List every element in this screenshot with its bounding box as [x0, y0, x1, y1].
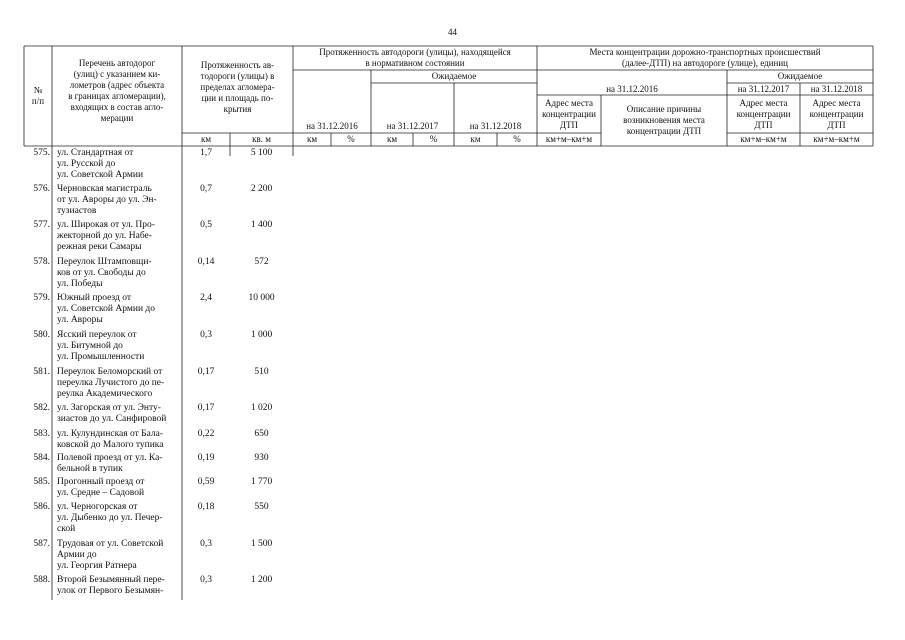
header-num: № п/п: [31, 85, 45, 106]
road-name: Прогонный проезд от ул. Средне – Садовой: [57, 477, 145, 498]
row-number: 579.: [33, 293, 50, 303]
header-dtp-address-2017: Адрес места концентрации ДТП: [736, 97, 791, 130]
row-number: 578.: [33, 257, 50, 267]
road-area-sqm: 1 770: [250, 477, 273, 487]
road-name: ул. Стандартная от ул. Русской до ул. Советской Армии: [57, 148, 144, 180]
road-area-sqm: 1 400: [250, 220, 273, 230]
road-area-sqm: 550: [254, 502, 269, 512]
unit-2016-km: км: [306, 134, 318, 144]
header-normative: Протяженность автодороги (улицы), находящейся в нормативном состоянии: [319, 47, 511, 68]
road-length-km: 0,3: [200, 330, 212, 340]
unit-area-sqm: кв. м: [252, 134, 271, 144]
row-number: 581.: [33, 367, 50, 377]
road-area-sqm: 650: [254, 429, 269, 439]
road-area-sqm: 1 000: [250, 330, 273, 340]
unit-length-km: км: [200, 134, 212, 144]
header-dtp-2017: на 31.12.2017: [737, 83, 790, 94]
road-name: ул. Черногорская от ул. Дыбенко до ул. Печер- ской: [57, 502, 163, 534]
road-length-km: 1,7: [200, 148, 212, 158]
header-dtp: Места концентрации дорожно-транспортных происшествий (далее-ДТП) на автодороге (улице), единиц: [589, 47, 821, 68]
header-dtp-2016: на 31.12.2016: [606, 83, 658, 94]
road-area-sqm: 1 200: [250, 575, 273, 585]
road-length-km: 2,4: [200, 293, 212, 303]
road-length-km: 0,17: [197, 403, 215, 413]
road-name: Переулок Штамповщи- ков от ул. Свободы до ул. Победы: [57, 257, 152, 289]
road-area-sqm: 510: [254, 367, 269, 377]
road-name: Ясский переулок от ул. Битумной до ул. Промышленности: [57, 330, 145, 362]
road-length-km: 0,59: [197, 477, 215, 487]
header-normative-2017: на 31.12.2017: [386, 121, 439, 131]
road-name: Переулок Беломорский от переулка Лучистого до пе- реулка Академического: [57, 367, 165, 399]
unit-dtp-2018: км+м–км+м: [813, 134, 860, 144]
header-normative-2016: на 31.12.2016: [306, 121, 358, 131]
road-name: ул. Кулундинская от Бала- ковской до Малого тупика: [57, 429, 164, 450]
unit-dtp-2016: км+м–км+м: [545, 134, 593, 144]
row-number: 580.: [33, 330, 50, 340]
road-length-km: 0,3: [200, 575, 212, 585]
page-number: 44: [448, 27, 457, 37]
unit-2018-pct: %: [513, 134, 521, 144]
road-length-km: 0,3: [200, 539, 212, 549]
road-length-km: 0,14: [197, 257, 215, 267]
row-number: 575.: [33, 148, 50, 158]
row-number: 585.: [33, 477, 50, 487]
header-dtp-expected: Ожидаемое: [777, 71, 823, 81]
road-name: Полевой проезд от ул. Ка- бельной в тупик: [57, 453, 163, 474]
unit-2018-km: км: [470, 134, 481, 144]
header-dtp-address-2016: Адрес места концентрации ДТП: [542, 97, 596, 130]
header-road-list: Перечень автодорог (улиц) с указанием ки- лометров (адрес объекта в границах агломерации), входящих в состав агло- мерации: [68, 57, 166, 123]
road-length-km: 0,17: [197, 367, 215, 377]
road-area-sqm: 572: [254, 257, 269, 267]
road-length-km: 0,5: [200, 220, 212, 230]
row-number: 582.: [33, 403, 50, 413]
row-number: 588.: [33, 575, 50, 585]
road-name: Южный проезд от ул. Советской Армии до ул. Авроры: [57, 293, 155, 325]
road-name: ул. Загорская от ул. Энту- зиастов до ул. Санфировой: [57, 403, 167, 424]
road-length-km: 0,7: [200, 184, 212, 194]
header-dtp-2018: на 31.12.2018: [810, 83, 863, 94]
header-dtp-address-2018: Адрес места концентрации ДТП: [809, 97, 864, 130]
road-name: Черновская магистраль от ул. Авроры до ул. Эн- тузиастов: [57, 184, 157, 216]
road-length-km: 0,18: [197, 502, 215, 512]
row-number: 576.: [33, 184, 50, 194]
row-number: 577.: [33, 220, 50, 230]
unit-2017-km: км: [386, 134, 398, 144]
road-length-km: 0,19: [197, 453, 215, 463]
unit-2017-pct: %: [429, 134, 438, 144]
row-number: 587.: [33, 539, 50, 549]
row-number: 586.: [33, 502, 50, 512]
road-name: Трудовая от ул. Советской Армии до ул. Георгия Ратнера: [57, 539, 164, 571]
road-length-km: 0,22: [197, 429, 215, 439]
road-area-sqm: 1 020: [250, 403, 273, 413]
row-number: 584.: [33, 453, 50, 463]
header-length: Протяженность ав- тодороги (улицы) в пределах агломера- ции и площадь по- крытия: [200, 60, 275, 114]
row-number: 583.: [33, 429, 50, 439]
header-normative-2018: на 31.12.2018: [469, 121, 522, 131]
road-area-sqm: 10 000: [248, 293, 275, 303]
road-name: Второй Безымянный пере- улок от Первого Безымян-: [57, 575, 165, 596]
road-area-sqm: 2 200: [250, 184, 273, 194]
road-area-sqm: 5 100: [250, 148, 273, 158]
unit-dtp-2017: км+м–км+м: [740, 134, 787, 144]
header-dtp-reason: Описание причины возникновения места концентрации ДТП: [623, 104, 705, 136]
road-area-sqm: 930: [254, 453, 269, 463]
road-name: ул. Широкая от ул. Про- жекторной до ул. Набе- режная реки Самары: [57, 220, 155, 252]
header-normative-expected: Ожидаемое: [431, 71, 477, 81]
unit-2016-pct: %: [347, 134, 355, 144]
road-area-sqm: 1 500: [250, 539, 273, 549]
